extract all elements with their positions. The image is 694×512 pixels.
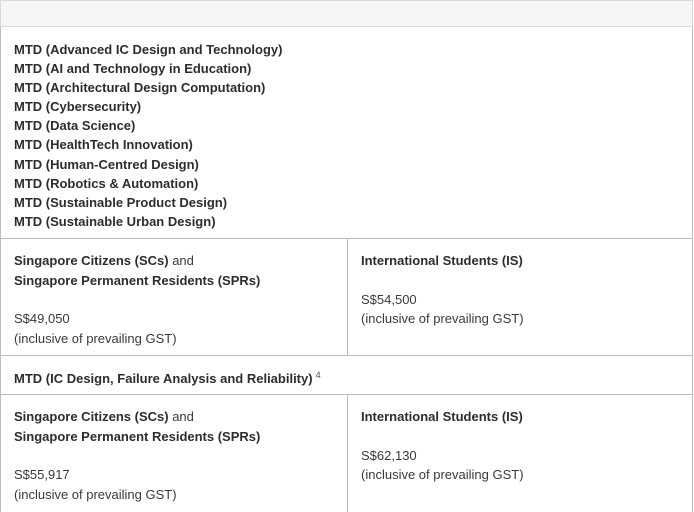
gst-note: (inclusive of prevailing GST) — [361, 311, 524, 326]
programme-item: MTD (Sustainable Urban Design) — [14, 213, 216, 229]
is-label: International Students (IS) — [361, 409, 523, 424]
footnote-marker[interactable]: 4 — [315, 370, 321, 380]
table-header-row — [0, 0, 693, 27]
and-text: and — [168, 409, 194, 424]
spr-label: Singapore Permanent Residents (SPRs) — [14, 428, 261, 444]
programme-item: MTD (HealthTech Innovation) — [14, 137, 193, 153]
programme2-row — [0, 356, 693, 395]
programme-item: MTD (Sustainable Product Design) — [14, 194, 228, 210]
programme-item: MTD (Data Science) — [14, 118, 136, 134]
programme-list-cell — [0, 27, 693, 239]
international-fee-cell — [348, 395, 692, 512]
fee-row-group1 — [0, 239, 693, 356]
is-label: International Students (IS) — [361, 253, 523, 268]
programme-item: MTD (Architectural Design Computation) — [14, 80, 266, 96]
gst-note: (inclusive of prevailing GST) — [14, 330, 177, 346]
fee-row-group2 — [0, 395, 693, 512]
programme-item: MTD (Advanced IC Design and Technology) — [14, 42, 283, 57]
programme-item: MTD (Cybersecurity) — [14, 99, 142, 115]
local-fee-cell — [1, 239, 348, 355]
international-fee-cell — [348, 239, 692, 355]
programme-item: MTD (AI and Technology in Education) — [14, 61, 252, 77]
sc-label: Singapore Citizens (SCs) — [14, 409, 169, 424]
and-text: and — [168, 253, 194, 268]
local-fee-cell — [1, 395, 348, 512]
gst-note: (inclusive of prevailing GST) — [14, 486, 177, 502]
spr-label: Singapore Permanent Residents (SPRs) — [14, 272, 261, 288]
gst-note: (inclusive of prevailing GST) — [361, 467, 524, 482]
local-fee-amount: S$55,917 — [14, 467, 70, 482]
sc-label: Singapore Citizens (SCs) — [14, 253, 169, 268]
international-fee-amount: S$54,500 — [361, 291, 417, 307]
programme-item: MTD (Robotics & Automation) — [14, 175, 199, 191]
programme2-name: MTD (IC Design, Failure Analysis and Reliability) — [14, 371, 313, 386]
international-fee-amount: S$62,130 — [361, 447, 417, 463]
programme-item: MTD (Human-Centred Design) — [14, 156, 199, 172]
local-fee-amount: S$49,050 — [14, 311, 70, 326]
